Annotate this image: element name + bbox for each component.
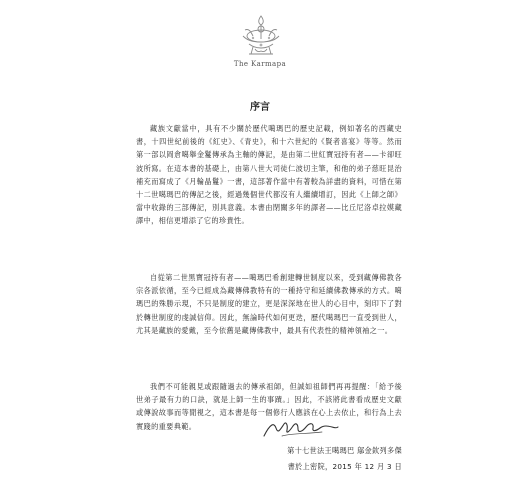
preface-paragraph-1: 藏族文獻當中，具有不少關於歷代噶瑪巴的歷史記載，例如著名的西藏史書，十四世紀前後的《紅史》、《青史》，和十六世紀的《賢者喜宴》等等。然而第一部以岡倉噶舉金鬘傳承為主軸的傳記，是由第二世紅寶冠持有者——卡卻旺波所寫。在這本書的基礎上，由第八世大司徒仁波切主筆，和他的弟子慈旺昆治補充而寫成了《月輪晶鬘》一書，這部著作當中有著較為詳盡的資料，可惜在第十二世噶瑪巴的傳記之後，經過幾個世代都沒有人繼續增訂，因此《上師之師》當中收錄的三部傳記，別具意義。本書由閉關多年的譯者——比丘尼洛卓拉嫫藏譯中，相信更增添了它的珍貴性。: [136, 124, 402, 226]
karmapa-emblem-icon: [241, 14, 281, 58]
brand-caption: The Karmapa: [233, 60, 287, 68]
preface-paragraph-3: 我們不可能親見或跟隨過去的傳承祖師，但誠如祖師們再再提醒：「給予後世弟子最有力的口訣，就是上師一生的事蹟。」因此，不該將此書看成歷史文獻或傳說故事而等閒視之，這本書是每一個修行人應該在心上去依止，和行為上去實踐的重要典範。: [136, 382, 402, 431]
handwritten-signature: [262, 416, 340, 440]
page-title: 序言: [250, 102, 270, 113]
signoff-name: 第十七世法王噶瑪巴 鄔金欽列多傑: [287, 446, 402, 455]
signoff-date: 書於上密院，2015 年 12 月 3 日: [287, 462, 402, 471]
preface-paragraph-2: 自從第二世黑寶冠持有者——噶瑪巴希創建轉世制度以來，受到藏傳佛教各宗各派依循，至今已經成為藏傳佛教特有的一種持守和延續佛教傳承的方式。噶瑪巴的殊勝示現，不只是制度的建立，更是深深地在世人的心目中，刻印下了對於轉世制度的虔誠信仰。因此，無論時代如何更迭，歷代噶瑪巴一直受到世人，尤其是藏族的愛戴，至今依舊是藏傳佛教中，最具有代表性的精神領袖之一。: [136, 273, 402, 335]
